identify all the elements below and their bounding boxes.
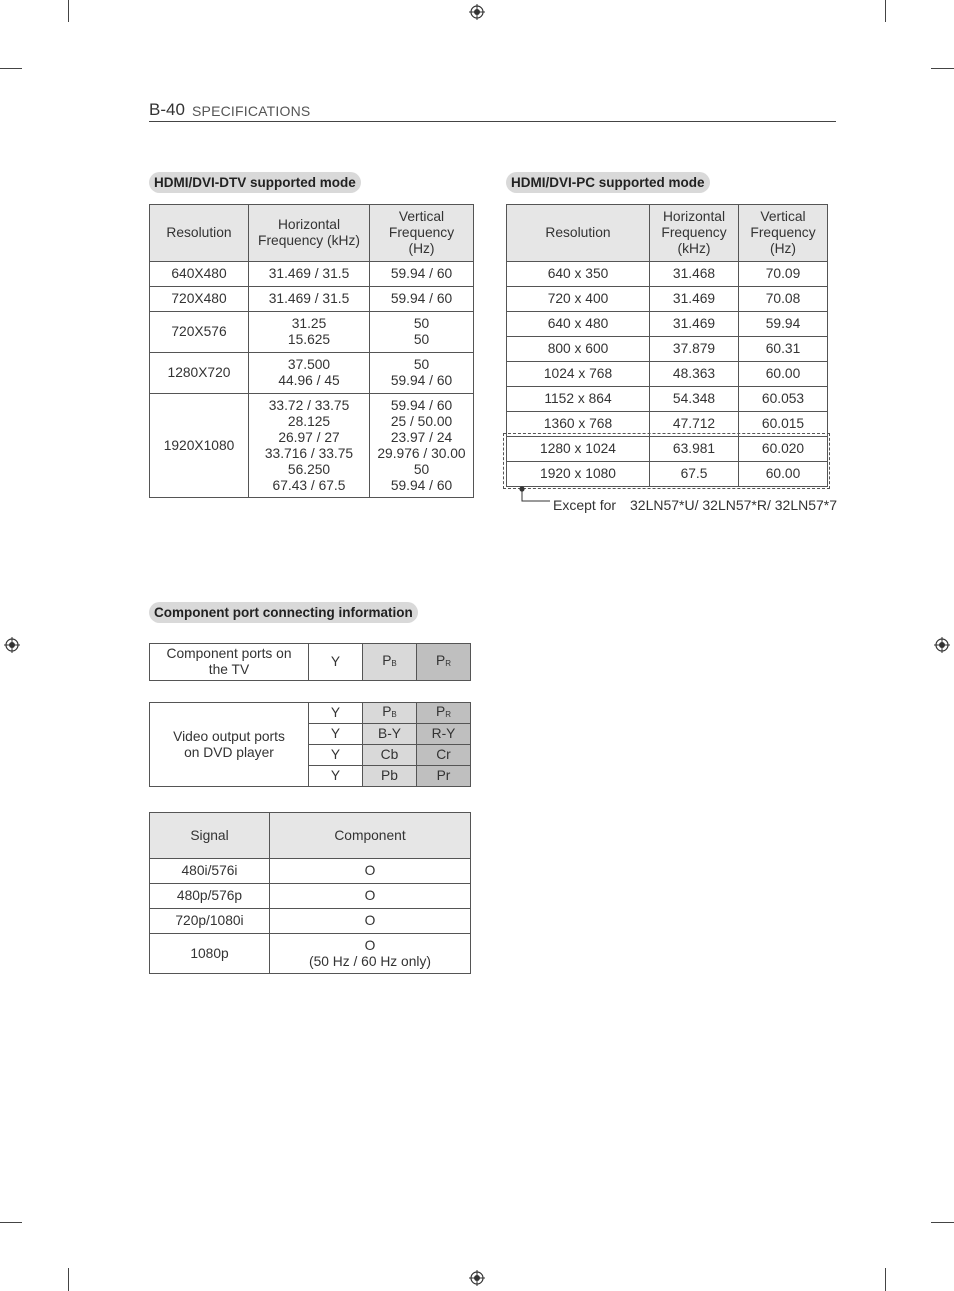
table-cell: 47.712 xyxy=(650,412,739,437)
table-cell: 1360 x 768 xyxy=(507,412,650,437)
component-section-title: Component port connecting information xyxy=(149,602,418,623)
table-cell: 70.09 xyxy=(739,262,828,287)
crop-mark xyxy=(931,68,954,69)
footnote-label: Except for xyxy=(553,497,617,513)
table-cell: Y xyxy=(309,766,363,787)
table-cell: 640X480 xyxy=(150,262,249,287)
table-header: Vertical Frequency (Hz) xyxy=(739,205,828,262)
table-cell: Y xyxy=(309,703,363,724)
crop-mark xyxy=(68,0,69,22)
table-cell: 63.981 xyxy=(650,437,739,462)
tv-component-ports-table xyxy=(149,643,471,681)
table-cell: $P_R$ xyxy=(417,703,471,724)
table-cell: Cr xyxy=(417,745,471,766)
table-cell: 59.94 / 60 xyxy=(370,262,474,287)
crop-mark xyxy=(0,1222,22,1223)
table-cell: 31.469 xyxy=(650,287,739,312)
table-cell: 1280X720 xyxy=(150,353,249,394)
table-header: Vertical Frequency (Hz) xyxy=(370,205,474,262)
table-cell: 1080p xyxy=(150,934,270,974)
crop-mark xyxy=(885,0,886,22)
table-cell: 720p/1080i xyxy=(150,909,270,934)
table-cell: 1920X1080 xyxy=(150,394,249,498)
table-cell: Y xyxy=(309,724,363,745)
signal-component-table xyxy=(149,812,471,974)
table-header: Resolution xyxy=(507,205,650,262)
table-cell: 60.00 xyxy=(739,462,828,487)
table-cell: 720X480 xyxy=(150,287,249,312)
page-number: B-40 xyxy=(149,100,185,119)
dtv-supported-mode-table xyxy=(149,204,474,498)
table-cell: B-Y xyxy=(363,724,417,745)
crop-mark xyxy=(885,1268,886,1291)
table-cell: 31.469 / 31.5 xyxy=(249,287,370,312)
table-cell: 31.25 15.625 xyxy=(249,312,370,353)
table-cell: 1920 x 1080 xyxy=(507,462,650,487)
table-cell: 60.31 xyxy=(739,337,828,362)
table-cell: 60.020 xyxy=(739,437,828,462)
table-cell: 37.500 44.96 / 45 xyxy=(249,353,370,394)
tv-ports-label: Component ports on the TV xyxy=(150,644,309,681)
table-header: Signal xyxy=(150,813,270,859)
table-cell: Pb xyxy=(363,766,417,787)
table-cell: 480i/576i xyxy=(150,859,270,884)
table-cell: O xyxy=(270,859,471,884)
table-cell: 59.94 / 60 25 / 50.00 23.97 / 24 29.976 / 30.00 50 59.94 / 60 xyxy=(370,394,474,498)
table-cell: Y xyxy=(309,745,363,766)
table-cell: 720X576 xyxy=(150,312,249,353)
pc-table-title: HDMI/DVI-PC supported mode xyxy=(506,172,710,193)
table-header: Component xyxy=(270,813,471,859)
table-cell: 640 x 350 xyxy=(507,262,650,287)
crop-mark xyxy=(931,1222,954,1223)
table-cell: 800 x 600 xyxy=(507,337,650,362)
dvd-ports-label: Video output ports on DVD player xyxy=(150,703,309,787)
table-cell: $P_B$ xyxy=(363,703,417,724)
table-cell: 1152 x 864 xyxy=(507,387,650,412)
table-cell: 1280 x 1024 xyxy=(507,437,650,462)
table-cell: 50 50 xyxy=(370,312,474,353)
table-header: Horizontal Frequency (kHz) xyxy=(249,205,370,262)
table-cell: 48.363 xyxy=(650,362,739,387)
table-cell: 59.94 xyxy=(739,312,828,337)
dtv-table-title: HDMI/DVI-DTV supported mode xyxy=(149,172,361,193)
crop-mark xyxy=(68,1268,69,1291)
table-cell: 60.015 xyxy=(739,412,828,437)
table-cell: 70.08 xyxy=(739,287,828,312)
footnote-models: 32LN57*U/ 32LN57*R/ 32LN57*7 xyxy=(630,497,838,513)
dvd-output-ports-table xyxy=(149,702,471,787)
table-cell: 33.72 / 33.75 28.125 26.97 / 27 33.716 / 33.75 56.250 67.43 / 67.5 xyxy=(249,394,370,498)
table-cell: O xyxy=(270,884,471,909)
port-pr: $P_R$ xyxy=(417,644,471,681)
table-header: Horizontal Frequency (kHz) xyxy=(650,205,739,262)
table-cell: 31.468 xyxy=(650,262,739,287)
table-cell: 37.879 xyxy=(650,337,739,362)
table-header: Resolution xyxy=(150,205,249,262)
table-cell: R-Y xyxy=(417,724,471,745)
table-cell: 31.469 / 31.5 xyxy=(249,262,370,287)
table-cell: O (50 Hz / 60 Hz only) xyxy=(270,934,471,974)
table-cell: Cb xyxy=(363,745,417,766)
registration-mark-icon xyxy=(469,4,485,20)
table-cell: O xyxy=(270,909,471,934)
crop-mark xyxy=(0,68,22,69)
table-cell: 640 x 480 xyxy=(507,312,650,337)
registration-mark-icon xyxy=(4,637,20,653)
table-cell: 60.053 xyxy=(739,387,828,412)
table-cell: 50 59.94 / 60 xyxy=(370,353,474,394)
header-rule xyxy=(149,121,836,122)
table-cell: 67.5 xyxy=(650,462,739,487)
table-cell: 59.94 / 60 xyxy=(370,287,474,312)
table-cell: 480p/576p xyxy=(150,884,270,909)
port-y: Y xyxy=(309,644,363,681)
port-pb: $P_B$ xyxy=(363,644,417,681)
table-cell: 60.00 xyxy=(739,362,828,387)
registration-mark-icon xyxy=(934,637,950,653)
table-cell: 1024 x 768 xyxy=(507,362,650,387)
section-title: SPECIFICATIONS xyxy=(192,103,311,119)
table-cell: 720 x 400 xyxy=(507,287,650,312)
table-cell: 31.469 xyxy=(650,312,739,337)
footnote-leader-line xyxy=(518,485,552,507)
registration-mark-icon xyxy=(469,1270,485,1286)
table-cell: Pr xyxy=(417,766,471,787)
table-cell: 54.348 xyxy=(650,387,739,412)
exception-highlight-box xyxy=(503,433,830,489)
